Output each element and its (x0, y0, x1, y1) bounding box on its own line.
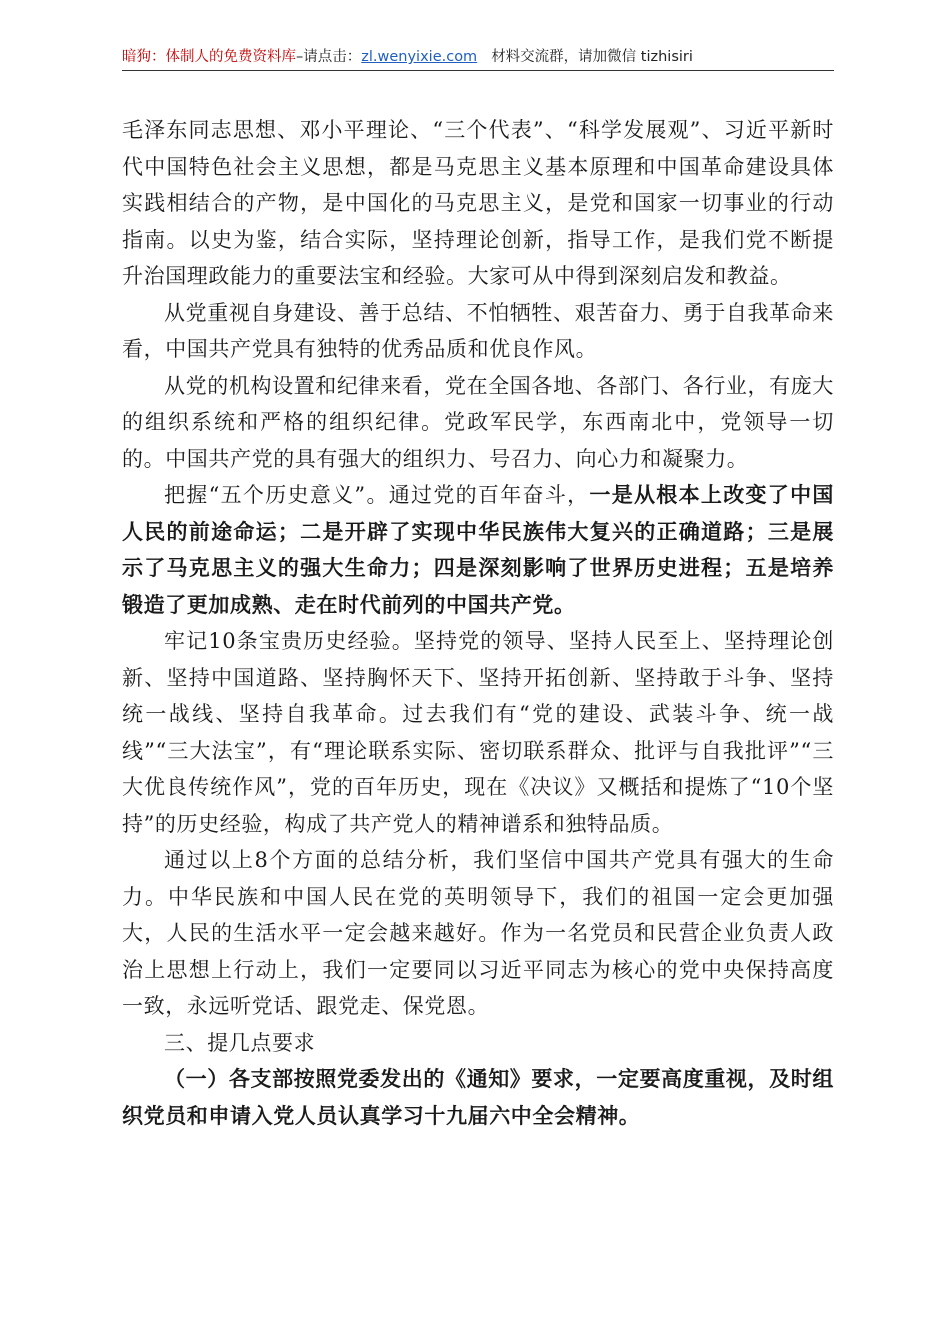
document-body (122, 112, 834, 1134)
section-heading: 三、提几点要求 (164, 1030, 316, 1055)
paragraph: 从党的机构设置和纪律来看，党在全国各地、各部门、各行业，有庞大的组织系统和严格的组织纪律。党政军民学，东西南北中，党领导一切的。中国共产党的具有强大的组织力、号召力、向心力和凝聚力。 (122, 373, 834, 471)
header-brand: 暗狗：体制人的免费资料库 (122, 49, 296, 65)
paragraph: 从党重视自身建设、善于总结、不怕牺牲、艰苦奋力、勇于自我革命来看，中国共产党具有独特的优秀品质和优良作风。 (122, 300, 834, 361)
requirement-1-text: （一）各支部按照党委发出的《通知》要求，一定要高度重视，及时组织党员和申请入党人员认真学习十九届六中全会精神。 (122, 1066, 834, 1128)
paragraph: 牢记10条宝贵历史经验。坚持党的领导、坚持人民至上、坚持理论创新、坚持中国道路、坚持胸怀天下、坚持开拓创新、坚持敢于斗争、坚持统一战线、坚持自我革命。过去我们有“党的建设、武装斗争、统一战线”“三大法宝”，有“理论联系实际、密切联系群众、批评与自我批评”“三大优良传统作风”，党的百年历史，现在《决议》又概括和提炼了“10个坚持”的历史经验，构成了共产党人的精神谱系和独特品质。 (122, 629, 834, 836)
header-wechat-note: 材料交流群，请加微信 tizhisiri (491, 49, 693, 65)
header-link[interactable]: zl.wenyixie.com (361, 49, 478, 65)
requirement-1 (122, 1061, 834, 1134)
header-click-prefix: –请点击： (296, 49, 362, 65)
paragraph: 毛泽东同志思想、邓小平理论、“三个代表”、“科学发展观”、习近平新时代中国特色社会主义思想，都是马克思主义基本原理和中国革命建设具体实践相结合的产物，是中国化的马克思主义，是党和国家一切事业的行动指南。以史为鉴，结合实际，坚持理论创新，指导工作，是我们党不断提升治国理政能力的重要法宝和经验。大家可从中得到深刻启发和教益。 (122, 118, 834, 288)
history-significance-paragraph (122, 477, 834, 623)
history-bold-points: 一是从根本上改变了中国人民的前途命运；二是开辟了实现中华民族伟大复兴的正确道路；三是展示了马克思主义的强大生命力；四是深刻影响了世界历史进程；五是培养锻造了更加成熟、走在时代前列的中国共产党。 (122, 482, 834, 617)
history-lead: 把握“五个历史意义”。通过党的百年奋斗， (164, 483, 590, 507)
page-header (122, 44, 834, 71)
paragraph: 通过以上8个方面的总结分析，我们坚信中国共产党具有强大的生命力。中华民族和中国人民在党的英明领导下，我们的祖国一定会更加强大，人民的生活水平一定会越来越好。作为一名党员和民营企业负责人政治上思想上行动上，我们一定要同以习近平同志为核心的党中央保持高度一致，永远听党话、跟党走、保党恩。 (122, 848, 834, 1018)
